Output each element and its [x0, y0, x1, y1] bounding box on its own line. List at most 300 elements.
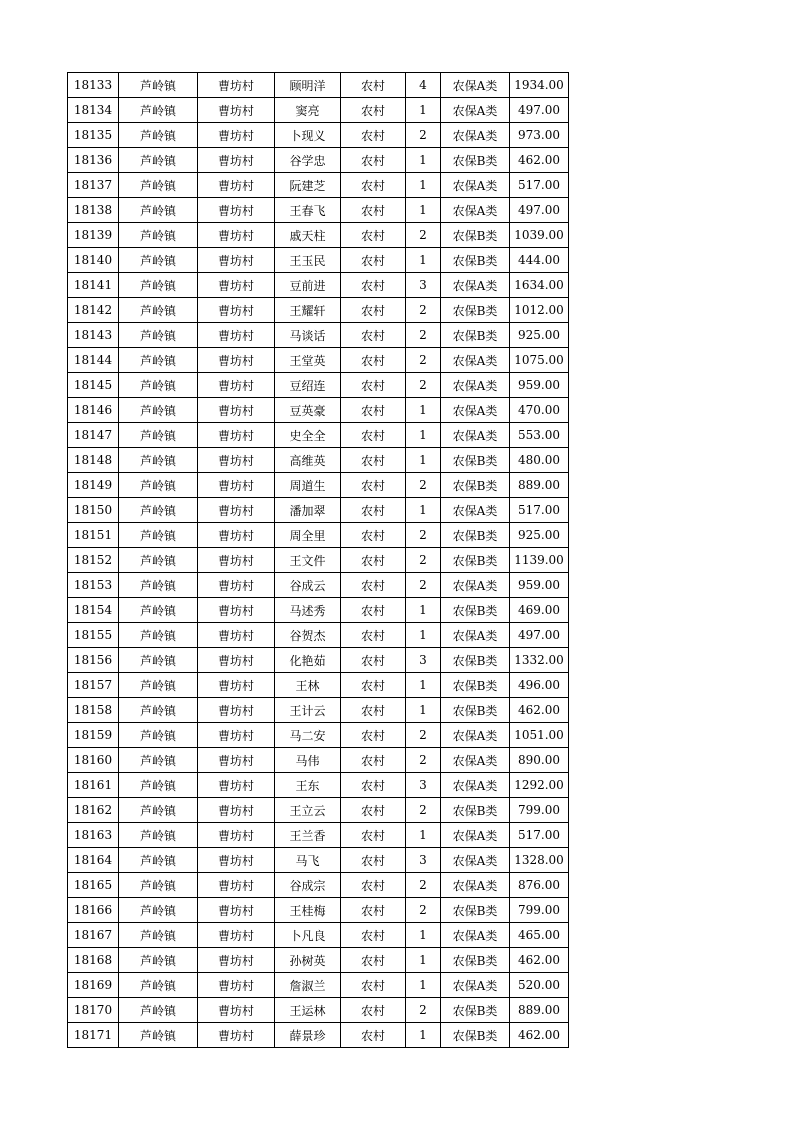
town-cell: 芦岭镇: [119, 648, 198, 673]
name-cell: 阮建芝: [275, 173, 341, 198]
village-cell: 曹坊村: [198, 473, 275, 498]
amount-cell: 889.00: [510, 998, 569, 1023]
member-count-cell: 4: [406, 73, 441, 98]
village-cell: 曹坊村: [198, 548, 275, 573]
insurance-class-cell: 农保A类: [441, 973, 510, 998]
name-cell: 潘加翠: [275, 498, 341, 523]
record-id-cell: 18143: [68, 323, 119, 348]
village-cell: 曹坊村: [198, 598, 275, 623]
name-cell: 孙树英: [275, 948, 341, 973]
member-count-cell: 1: [406, 598, 441, 623]
household-type-cell: 农村: [341, 823, 406, 848]
insurance-class-cell: 农保A类: [441, 748, 510, 773]
record-id-cell: 18151: [68, 523, 119, 548]
record-id-cell: 18170: [68, 998, 119, 1023]
household-type-cell: 农村: [341, 248, 406, 273]
table-row: [68, 298, 569, 323]
town-cell: 芦岭镇: [119, 473, 198, 498]
household-type-cell: 农村: [341, 198, 406, 223]
amount-cell: 973.00: [510, 123, 569, 148]
amount-cell: 1332.00: [510, 648, 569, 673]
insurance-class-cell: 农保B类: [441, 598, 510, 623]
amount-cell: 1328.00: [510, 848, 569, 873]
member-count-cell: 1: [406, 398, 441, 423]
household-type-cell: 农村: [341, 223, 406, 248]
insurance-class-cell: 农保A类: [441, 123, 510, 148]
table-row: [68, 1023, 569, 1048]
village-cell: 曹坊村: [198, 448, 275, 473]
record-id-cell: 18142: [68, 298, 119, 323]
member-count-cell: 3: [406, 848, 441, 873]
town-cell: 芦岭镇: [119, 898, 198, 923]
insurance-class-cell: 农保A类: [441, 173, 510, 198]
town-cell: 芦岭镇: [119, 373, 198, 398]
town-cell: 芦岭镇: [119, 223, 198, 248]
village-cell: 曹坊村: [198, 673, 275, 698]
record-id-cell: 18156: [68, 648, 119, 673]
amount-cell: 465.00: [510, 923, 569, 948]
member-count-cell: 1: [406, 173, 441, 198]
household-type-cell: 农村: [341, 323, 406, 348]
amount-cell: 1039.00: [510, 223, 569, 248]
name-cell: 高维英: [275, 448, 341, 473]
household-type-cell: 农村: [341, 98, 406, 123]
town-cell: 芦岭镇: [119, 298, 198, 323]
insurance-class-cell: 农保A类: [441, 573, 510, 598]
table-row: [68, 748, 569, 773]
town-cell: 芦岭镇: [119, 798, 198, 823]
household-type-cell: 农村: [341, 73, 406, 98]
amount-cell: 799.00: [510, 798, 569, 823]
record-id-cell: 18155: [68, 623, 119, 648]
member-count-cell: 2: [406, 873, 441, 898]
table-row: [68, 848, 569, 873]
name-cell: 薛景珍: [275, 1023, 341, 1048]
record-id-cell: 18147: [68, 423, 119, 448]
record-id-cell: 18145: [68, 373, 119, 398]
table-row: [68, 948, 569, 973]
town-cell: 芦岭镇: [119, 573, 198, 598]
name-cell: 王东: [275, 773, 341, 798]
household-type-cell: 农村: [341, 673, 406, 698]
member-count-cell: 2: [406, 548, 441, 573]
member-count-cell: 1: [406, 198, 441, 223]
insurance-class-cell: 农保B类: [441, 298, 510, 323]
name-cell: 詹淑兰: [275, 973, 341, 998]
amount-cell: 1139.00: [510, 548, 569, 573]
record-id-cell: 18171: [68, 1023, 119, 1048]
household-type-cell: 农村: [341, 423, 406, 448]
table-row: [68, 148, 569, 173]
member-count-cell: 2: [406, 798, 441, 823]
member-count-cell: 2: [406, 223, 441, 248]
record-id-cell: 18165: [68, 873, 119, 898]
town-cell: 芦岭镇: [119, 723, 198, 748]
table-row: [68, 598, 569, 623]
member-count-cell: 2: [406, 523, 441, 548]
insurance-class-cell: 农保A类: [441, 273, 510, 298]
name-cell: 马飞: [275, 848, 341, 873]
village-cell: 曹坊村: [198, 798, 275, 823]
table-row: [68, 823, 569, 848]
name-cell: 王玉民: [275, 248, 341, 273]
member-count-cell: 1: [406, 248, 441, 273]
table-row: [68, 223, 569, 248]
amount-cell: 462.00: [510, 1023, 569, 1048]
name-cell: 王堂英: [275, 348, 341, 373]
town-cell: 芦岭镇: [119, 948, 198, 973]
table-row: [68, 498, 569, 523]
table-row: [68, 898, 569, 923]
member-count-cell: 2: [406, 373, 441, 398]
table-row: [68, 548, 569, 573]
name-cell: 卜凡良: [275, 923, 341, 948]
table-row: [68, 798, 569, 823]
village-cell: 曹坊村: [198, 998, 275, 1023]
town-cell: 芦岭镇: [119, 98, 198, 123]
town-cell: 芦岭镇: [119, 273, 198, 298]
record-id-cell: 18138: [68, 198, 119, 223]
town-cell: 芦岭镇: [119, 598, 198, 623]
village-cell: 曹坊村: [198, 698, 275, 723]
records-table: [67, 72, 569, 1048]
table-row: [68, 773, 569, 798]
amount-cell: 520.00: [510, 973, 569, 998]
household-type-cell: 农村: [341, 873, 406, 898]
town-cell: 芦岭镇: [119, 873, 198, 898]
village-cell: 曹坊村: [198, 348, 275, 373]
village-cell: 曹坊村: [198, 173, 275, 198]
town-cell: 芦岭镇: [119, 823, 198, 848]
name-cell: 王春飞: [275, 198, 341, 223]
member-count-cell: 1: [406, 823, 441, 848]
household-type-cell: 农村: [341, 598, 406, 623]
insurance-class-cell: 农保B类: [441, 798, 510, 823]
household-type-cell: 农村: [341, 348, 406, 373]
insurance-class-cell: 农保A类: [441, 848, 510, 873]
village-cell: 曹坊村: [198, 398, 275, 423]
record-id-cell: 18133: [68, 73, 119, 98]
amount-cell: 462.00: [510, 948, 569, 973]
insurance-class-cell: 农保A类: [441, 423, 510, 448]
village-cell: 曹坊村: [198, 773, 275, 798]
name-cell: 马谈话: [275, 323, 341, 348]
town-cell: 芦岭镇: [119, 923, 198, 948]
record-id-cell: 18164: [68, 848, 119, 873]
insurance-class-cell: 农保A类: [441, 923, 510, 948]
town-cell: 芦岭镇: [119, 73, 198, 98]
member-count-cell: 2: [406, 998, 441, 1023]
name-cell: 周道生: [275, 473, 341, 498]
insurance-class-cell: 农保A类: [441, 198, 510, 223]
member-count-cell: 3: [406, 773, 441, 798]
record-id-cell: 18146: [68, 398, 119, 423]
name-cell: 史全全: [275, 423, 341, 448]
insurance-class-cell: 农保B类: [441, 323, 510, 348]
insurance-class-cell: 农保A类: [441, 398, 510, 423]
town-cell: 芦岭镇: [119, 123, 198, 148]
amount-cell: 444.00: [510, 248, 569, 273]
insurance-class-cell: 农保B类: [441, 948, 510, 973]
table-row: [68, 473, 569, 498]
member-count-cell: 2: [406, 748, 441, 773]
name-cell: 马伟: [275, 748, 341, 773]
insurance-class-cell: 农保B类: [441, 148, 510, 173]
record-id-cell: 18163: [68, 823, 119, 848]
household-type-cell: 农村: [341, 573, 406, 598]
amount-cell: 1634.00: [510, 273, 569, 298]
record-id-cell: 18166: [68, 898, 119, 923]
household-type-cell: 农村: [341, 173, 406, 198]
name-cell: 马述秀: [275, 598, 341, 623]
name-cell: 王计云: [275, 698, 341, 723]
insurance-class-cell: 农保B类: [441, 648, 510, 673]
record-id-cell: 18153: [68, 573, 119, 598]
amount-cell: 890.00: [510, 748, 569, 773]
village-cell: 曹坊村: [198, 623, 275, 648]
record-id-cell: 18161: [68, 773, 119, 798]
household-type-cell: 农村: [341, 123, 406, 148]
town-cell: 芦岭镇: [119, 848, 198, 873]
table-row: [68, 373, 569, 398]
village-cell: 曹坊村: [198, 973, 275, 998]
household-type-cell: 农村: [341, 748, 406, 773]
insurance-class-cell: 农保B类: [441, 898, 510, 923]
household-type-cell: 农村: [341, 898, 406, 923]
town-cell: 芦岭镇: [119, 148, 198, 173]
record-id-cell: 18139: [68, 223, 119, 248]
name-cell: 谷学忠: [275, 148, 341, 173]
household-type-cell: 农村: [341, 698, 406, 723]
amount-cell: 1292.00: [510, 773, 569, 798]
village-cell: 曹坊村: [198, 98, 275, 123]
member-count-cell: 1: [406, 948, 441, 973]
member-count-cell: 1: [406, 498, 441, 523]
household-type-cell: 农村: [341, 548, 406, 573]
village-cell: 曹坊村: [198, 223, 275, 248]
member-count-cell: 2: [406, 298, 441, 323]
village-cell: 曹坊村: [198, 573, 275, 598]
member-count-cell: 3: [406, 648, 441, 673]
member-count-cell: 2: [406, 123, 441, 148]
member-count-cell: 2: [406, 898, 441, 923]
household-type-cell: 农村: [341, 648, 406, 673]
member-count-cell: 2: [406, 723, 441, 748]
table-row: [68, 523, 569, 548]
village-cell: 曹坊村: [198, 248, 275, 273]
name-cell: 谷成宗: [275, 873, 341, 898]
table-row: [68, 173, 569, 198]
table-row: [68, 623, 569, 648]
name-cell: 马二安: [275, 723, 341, 748]
name-cell: 顾明洋: [275, 73, 341, 98]
member-count-cell: 1: [406, 1023, 441, 1048]
town-cell: 芦岭镇: [119, 348, 198, 373]
household-type-cell: 农村: [341, 448, 406, 473]
name-cell: 王运林: [275, 998, 341, 1023]
name-cell: 谷贺杰: [275, 623, 341, 648]
amount-cell: 517.00: [510, 173, 569, 198]
record-id-cell: 18152: [68, 548, 119, 573]
table-row: [68, 198, 569, 223]
table-row: [68, 873, 569, 898]
record-id-cell: 18136: [68, 148, 119, 173]
village-cell: 曹坊村: [198, 323, 275, 348]
town-cell: 芦岭镇: [119, 748, 198, 773]
records-body: [68, 73, 569, 1048]
town-cell: 芦岭镇: [119, 623, 198, 648]
village-cell: 曹坊村: [198, 273, 275, 298]
member-count-cell: 1: [406, 698, 441, 723]
name-cell: 戚天柱: [275, 223, 341, 248]
member-count-cell: 1: [406, 98, 441, 123]
record-id-cell: 18157: [68, 673, 119, 698]
household-type-cell: 农村: [341, 623, 406, 648]
record-id-cell: 18141: [68, 273, 119, 298]
amount-cell: 469.00: [510, 598, 569, 623]
insurance-class-cell: 农保A类: [441, 98, 510, 123]
amount-cell: 889.00: [510, 473, 569, 498]
amount-cell: 553.00: [510, 423, 569, 448]
amount-cell: 925.00: [510, 523, 569, 548]
amount-cell: 1012.00: [510, 298, 569, 323]
household-type-cell: 农村: [341, 148, 406, 173]
town-cell: 芦岭镇: [119, 498, 198, 523]
name-cell: 卜现义: [275, 123, 341, 148]
amount-cell: 1051.00: [510, 723, 569, 748]
insurance-class-cell: 农保A类: [441, 823, 510, 848]
member-count-cell: 1: [406, 923, 441, 948]
village-cell: 曹坊村: [198, 1023, 275, 1048]
member-count-cell: 2: [406, 348, 441, 373]
village-cell: 曹坊村: [198, 148, 275, 173]
village-cell: 曹坊村: [198, 523, 275, 548]
member-count-cell: 1: [406, 148, 441, 173]
insurance-class-cell: 农保A类: [441, 873, 510, 898]
household-type-cell: 农村: [341, 1023, 406, 1048]
record-id-cell: 18134: [68, 98, 119, 123]
insurance-class-cell: 农保B类: [441, 473, 510, 498]
town-cell: 芦岭镇: [119, 673, 198, 698]
town-cell: 芦岭镇: [119, 773, 198, 798]
member-count-cell: 1: [406, 423, 441, 448]
record-id-cell: 18137: [68, 173, 119, 198]
name-cell: 王兰香: [275, 823, 341, 848]
village-cell: 曹坊村: [198, 948, 275, 973]
member-count-cell: 3: [406, 273, 441, 298]
household-type-cell: 农村: [341, 923, 406, 948]
town-cell: 芦岭镇: [119, 248, 198, 273]
record-id-cell: 18135: [68, 123, 119, 148]
table-row: [68, 448, 569, 473]
village-cell: 曹坊村: [198, 298, 275, 323]
insurance-class-cell: 农保A类: [441, 498, 510, 523]
amount-cell: 496.00: [510, 673, 569, 698]
amount-cell: 497.00: [510, 98, 569, 123]
name-cell: 化艳茹: [275, 648, 341, 673]
household-type-cell: 农村: [341, 723, 406, 748]
table-row: [68, 573, 569, 598]
insurance-class-cell: 农保B类: [441, 248, 510, 273]
insurance-class-cell: 农保B类: [441, 523, 510, 548]
insurance-class-cell: 农保A类: [441, 723, 510, 748]
insurance-class-cell: 农保A类: [441, 373, 510, 398]
member-count-cell: 2: [406, 323, 441, 348]
insurance-class-cell: 农保B类: [441, 223, 510, 248]
record-id-cell: 18167: [68, 923, 119, 948]
name-cell: 王文件: [275, 548, 341, 573]
record-id-cell: 18144: [68, 348, 119, 373]
record-id-cell: 18150: [68, 498, 119, 523]
table-row: [68, 998, 569, 1023]
town-cell: 芦岭镇: [119, 548, 198, 573]
town-cell: 芦岭镇: [119, 1023, 198, 1048]
household-type-cell: 农村: [341, 848, 406, 873]
amount-cell: 1934.00: [510, 73, 569, 98]
name-cell: 王桂梅: [275, 898, 341, 923]
table-row: [68, 398, 569, 423]
village-cell: 曹坊村: [198, 898, 275, 923]
town-cell: 芦岭镇: [119, 173, 198, 198]
table-row: [68, 648, 569, 673]
amount-cell: 480.00: [510, 448, 569, 473]
table-row: [68, 673, 569, 698]
household-type-cell: 农村: [341, 473, 406, 498]
town-cell: 芦岭镇: [119, 323, 198, 348]
name-cell: 豆英豪: [275, 398, 341, 423]
record-id-cell: 18168: [68, 948, 119, 973]
household-type-cell: 农村: [341, 373, 406, 398]
record-id-cell: 18140: [68, 248, 119, 273]
household-type-cell: 农村: [341, 398, 406, 423]
town-cell: 芦岭镇: [119, 973, 198, 998]
amount-cell: 517.00: [510, 823, 569, 848]
table-row: [68, 348, 569, 373]
table-row: [68, 698, 569, 723]
insurance-class-cell: 农保B类: [441, 448, 510, 473]
name-cell: 王林: [275, 673, 341, 698]
amount-cell: 876.00: [510, 873, 569, 898]
amount-cell: 959.00: [510, 573, 569, 598]
household-type-cell: 农村: [341, 973, 406, 998]
household-type-cell: 农村: [341, 273, 406, 298]
record-id-cell: 18169: [68, 973, 119, 998]
insurance-class-cell: 农保B类: [441, 998, 510, 1023]
insurance-class-cell: 农保A类: [441, 773, 510, 798]
village-cell: 曹坊村: [198, 123, 275, 148]
member-count-cell: 1: [406, 448, 441, 473]
name-cell: 王耀轩: [275, 298, 341, 323]
table-row: [68, 323, 569, 348]
member-count-cell: 1: [406, 973, 441, 998]
town-cell: 芦岭镇: [119, 998, 198, 1023]
household-type-cell: 农村: [341, 998, 406, 1023]
name-cell: 王立云: [275, 798, 341, 823]
amount-cell: 462.00: [510, 148, 569, 173]
village-cell: 曹坊村: [198, 873, 275, 898]
amount-cell: 462.00: [510, 698, 569, 723]
insurance-class-cell: 农保A类: [441, 623, 510, 648]
table-row: [68, 973, 569, 998]
record-id-cell: 18159: [68, 723, 119, 748]
amount-cell: 517.00: [510, 498, 569, 523]
record-id-cell: 18162: [68, 798, 119, 823]
amount-cell: 497.00: [510, 623, 569, 648]
record-id-cell: 18160: [68, 748, 119, 773]
amount-cell: 470.00: [510, 398, 569, 423]
village-cell: 曹坊村: [198, 498, 275, 523]
record-id-cell: 18148: [68, 448, 119, 473]
